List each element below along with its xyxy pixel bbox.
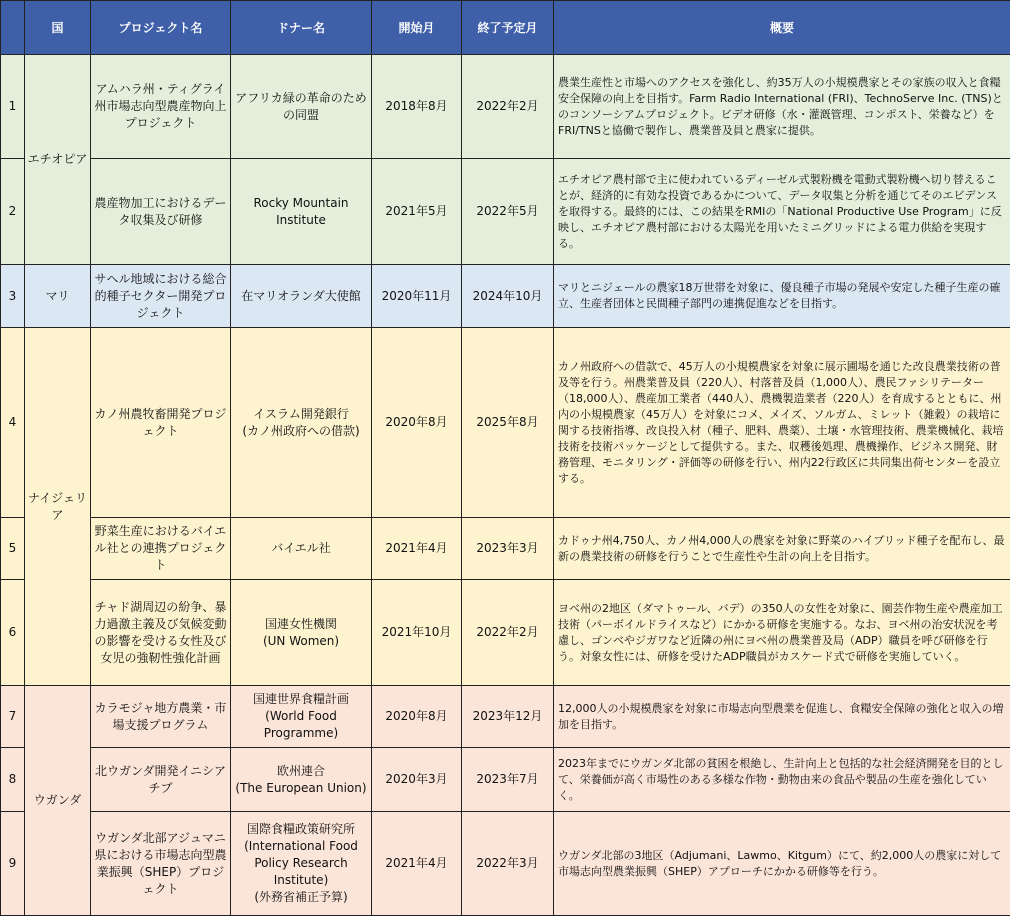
end-month: 2022年5月	[462, 159, 554, 265]
end-month: 2023年3月	[462, 518, 554, 580]
project-name: カノ州農牧畜開発プロジェクト	[91, 328, 231, 518]
project-name: 野菜生産におけるバイエル社との連携プロジェクト	[91, 518, 231, 580]
start-month: 2020年8月	[372, 686, 462, 748]
donor-name: イスラム開発銀行 (カノ州政府への借款)	[231, 328, 372, 518]
row-number: 9	[1, 812, 25, 916]
project-name: 北ウガンダ開発イニシアチブ	[91, 748, 231, 812]
summary-text: エチオピア農村部で主に使われているディーゼル式製粉機を電動式製粉機へ切り替えることが、経済的に有効な投資であるかについて、データ収集と分析を通じてそのエビデンスを取得する。最終的には、この結果をRMIの「National Productive Use Program」に反映し、エチオピア農村部における太陽光を用いたミニグリッドによる電力供給を実現する。	[554, 159, 1010, 265]
header-no	[1, 1, 25, 55]
end-month: 2023年7月	[462, 748, 554, 812]
donor-name: 国連女性機関 (UN Women)	[231, 580, 372, 686]
project-name: サヘル地域における総合的種子セクター開発プロジェクト	[91, 265, 231, 328]
project-name: 農産物加工におけるデータ収集及び研修	[91, 159, 231, 265]
start-month: 2021年10月	[372, 580, 462, 686]
summary-text: 2023年までにウガンダ北部の貧困を根絶し、生計向上と包括的な社会経済開発を目的として、栄養価が高く市場性のある多様な作物・動物由来の食品や製品の生産を強化していく。	[554, 748, 1010, 812]
table-row	[1, 580, 1010, 686]
row-number: 7	[1, 686, 25, 748]
end-month: 2023年12月	[462, 686, 554, 748]
table-row	[1, 328, 1010, 518]
end-month: 2022年2月	[462, 580, 554, 686]
summary-text: ヨベ州の2地区（ダマトゥール、バデ）の350人の女性を対象に、園芸作物生産や農産加工技術（パーボイルドライスなど）にかかる研修を実施する。なお、ヨベ州の治安状況を考慮し、ゴンベやジガワなど近隣の州にヨベ州の農業普及局（ADP）職員を呼び研修を行う。対象女性には、研修を受けたADP職員がカスケード式で研修を実施していく。	[554, 580, 1010, 686]
country-cell: エチオピア	[25, 55, 91, 265]
header-donor: ドナー名	[231, 1, 372, 55]
header-row	[1, 1, 1010, 55]
start-month: 2020年8月	[372, 328, 462, 518]
end-month: 2025年8月	[462, 328, 554, 518]
donor-name: 欧州連合 (The European Union)	[231, 748, 372, 812]
start-month: 2020年11月	[372, 265, 462, 328]
header-project: プロジェクト名	[91, 1, 231, 55]
table-row	[1, 518, 1010, 580]
summary-text: マリとニジェールの農家18万世帯を対象に、優良種子市場の発展や安定した種子生産の確立、生産者団体と民間種子部門の連携促進などを目指す。	[554, 265, 1010, 328]
row-number: 4	[1, 328, 25, 518]
donor-name: 国連世界食糧計画 (World Food Programme)	[231, 686, 372, 748]
summary-text: カノ州政府への借款で、45万人の小規模農家を対象に展示圃場を通じた改良農業技術の普及等を行う。州農業普及員（220人）、村落普及員（1,000人）、農民ファシリテーター（18,000人）、農産加工業者（440人）、農機製造業者（220人）を育成するとともに、州内の小規模農家（45万人）を対象にコメ、メイズ、ソルガム、ミレット（雑穀）の栽培に関する技術指導、改良投入材（種子、肥料、農薬）、土壌・水管理技術、農業機械化、栽培技術を技術パッケージとして提供する。また、収穫後処理、農機操作、ビジネス開発、財務管理、モニタリング・評価等の研修を行い、州内22行政区に共同集出荷センターを設立する。	[554, 328, 1010, 518]
summary-text: 農業生産性と市場へのアクセスを強化し、約35万人の小規模農家とその家族の収入と食糧安全保障の向上を目指す。Farm Radio International (FRI)、TechnoServe Inc. (TNS)とのコンソーシアムプロジェクト。ビデオ研修（水・灌漑管理、コンポスト、栄養など）をFRI/TNSと協働で製作し、農業普及員と農家に提供。	[554, 55, 1010, 159]
header-end: 終了予定月	[462, 1, 554, 55]
table-row	[1, 748, 1010, 812]
donor-name: Rocky Mountain Institute	[231, 159, 372, 265]
donor-name: バイエル社	[231, 518, 372, 580]
country-cell: ナイジェリア	[25, 328, 91, 686]
end-month: 2022年3月	[462, 812, 554, 916]
row-number: 1	[1, 55, 25, 159]
table-row	[1, 686, 1010, 748]
donor-name: 在マリオランダ大使館	[231, 265, 372, 328]
start-month: 2018年8月	[372, 55, 462, 159]
end-month: 2022年2月	[462, 55, 554, 159]
header-summary: 概要	[554, 1, 1010, 55]
row-number: 5	[1, 518, 25, 580]
project-name: チャド湖周辺の紛争、暴力過激主義及び気候変動の影響を受ける女性及び女児の強靭性強化計画	[91, 580, 231, 686]
summary-text: 12,000人の小規模農家を対象に市場志向型農業を促進し、食糧安全保障の強化と収入の増加を目指す。	[554, 686, 1010, 748]
row-number: 8	[1, 748, 25, 812]
project-name: アムハラ州・ティグライ州市場志向型農産物向上プロジェクト	[91, 55, 231, 159]
start-month: 2021年4月	[372, 518, 462, 580]
table-row	[1, 55, 1010, 159]
donor-name: アフリカ緑の革命のための同盟	[231, 55, 372, 159]
table-row	[1, 265, 1010, 328]
project-name: ウガンダ北部アジュマニ県における市場志向型農業振興（SHEP）プロジェクト	[91, 812, 231, 916]
summary-text: ウガンダ北部の3地区（Adjumani、Lawmo、Kitgum）にて、約2,000人の農家に対して市場志向型農業振興（SHEP）アプローチにかかる研修等を行う。	[554, 812, 1010, 916]
start-month: 2021年4月	[372, 812, 462, 916]
table-row	[1, 159, 1010, 265]
donor-name: 国際食糧政策研究所 (International Food Policy Research Institute) (外務省補正予算)	[231, 812, 372, 916]
row-number: 2	[1, 159, 25, 265]
table-row	[1, 812, 1010, 916]
header-country: 国	[25, 1, 91, 55]
start-month: 2020年3月	[372, 748, 462, 812]
summary-text: カドゥナ州4,750人、カノ州4,000人の農家を対象に野菜のハイブリッド種子を配布し、最新の農業技術の研修を行うことで生産性や生計の向上を目指す。	[554, 518, 1010, 580]
country-cell: ウガンダ	[25, 686, 91, 916]
end-month: 2024年10月	[462, 265, 554, 328]
header-start: 開始月	[372, 1, 462, 55]
country-cell: マリ	[25, 265, 91, 328]
row-number: 3	[1, 265, 25, 328]
project-name: カラモジャ地方農業・市場支援プログラム	[91, 686, 231, 748]
row-number: 6	[1, 580, 25, 686]
start-month: 2021年5月	[372, 159, 462, 265]
